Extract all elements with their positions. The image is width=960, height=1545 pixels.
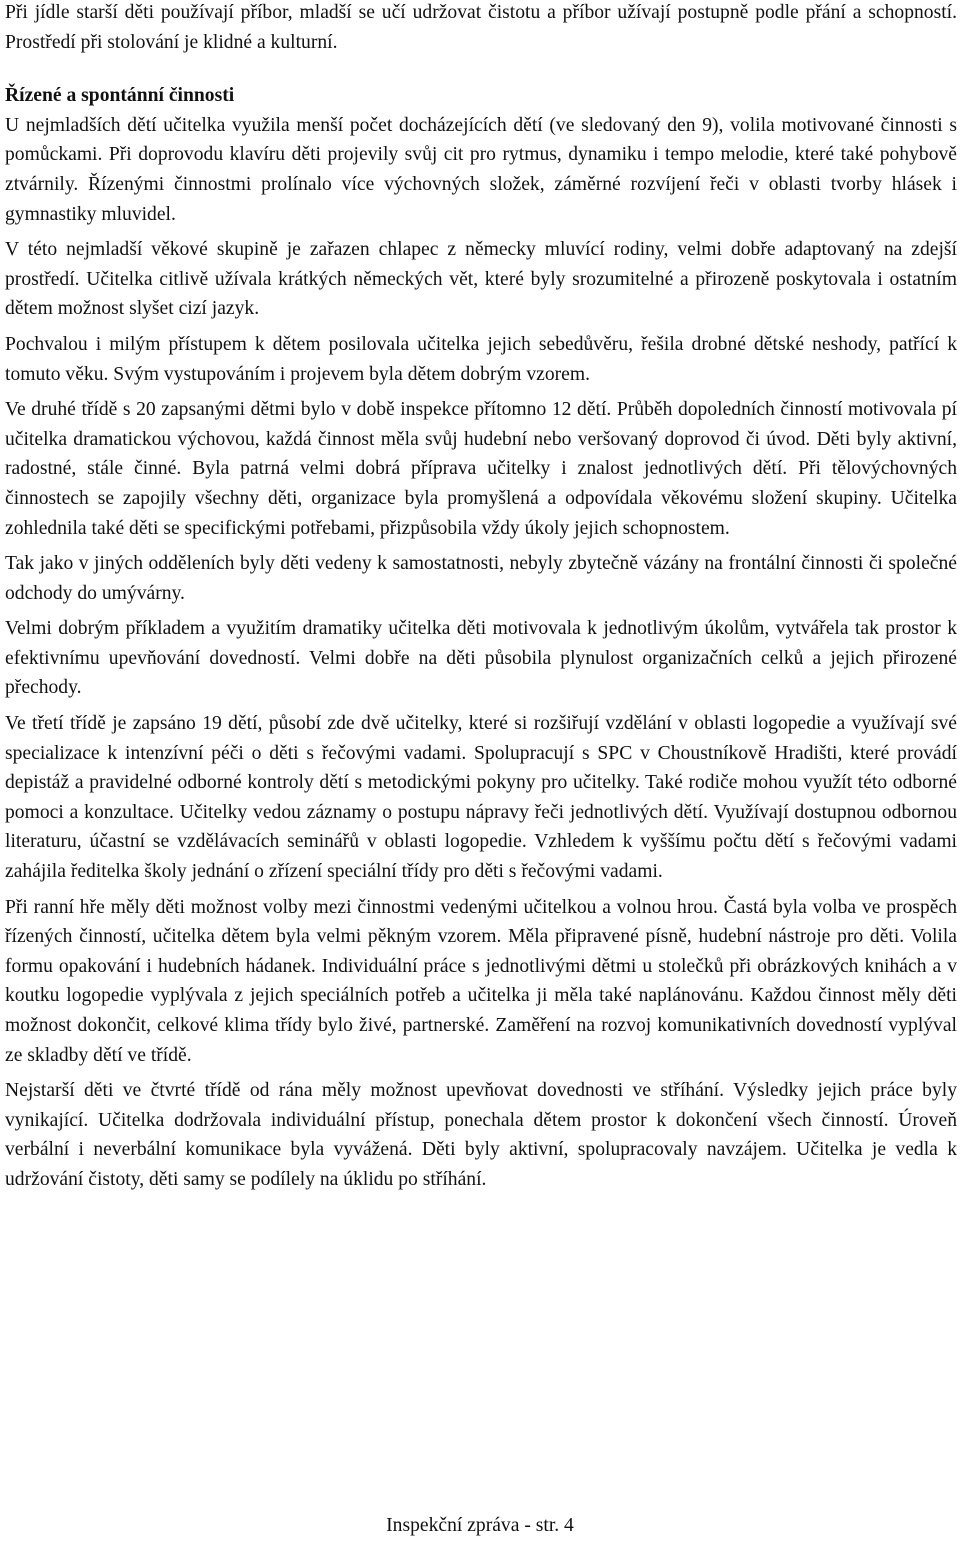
paragraph-morning-play: Při ranní hře měly děti možnost volby mezi činnostmi vedenými učitelkou a volnou hrou. Častá byla volba ve prospěch řízených činností, učitelka dětem byla velmi pěkným vzorem. Měla připravené písně, hudební nástroje pro děti. Volila formu opakování i hudebních hádanek. Individuální práce s jednotlivými dětmi u stolečků při obrázkových knihách a v koutku logopedie vyplývala z jejich speciálních potřeb a učitelka ji měla také naplánovánu. Každou činnost měly děti možnost dokončit, celkové klima třídy bylo živé, partnerské. Zaměření na rozvoj komunikativních dovedností vyplýval ze skladby dětí ve třídě. <box>5 896 957 1066</box>
document-page <box>5 0 957 1195</box>
paragraph-dramatics: Velmi dobrým příkladem a využitím dramatiky učitelka děti motivovala k jednotlivým úkolům, vytvářela tak prostor k efektivnímu upevňování dovedností. Velmi dobře na děti působila plynulost organizačních celků a jejich přirozené přechody. <box>5 618 957 699</box>
paragraph-second-class: Ve druhé třídě s 20 zapsanými dětmi bylo v době inspekce přítomno 12 dětí. Průběh dopoledních činností motivovala pí učitelka dramatickou výchovou, každá činnost měla svůj hudební nebo veršovaný doprovod či úvod. Děti byly aktivní, radostné, stále činné. Byla patrná velmi dobrá příprava učitelky i znalost jednotlivých dětí. Při tělovýchovných činnostech se zapojily všechny děti, organizace byla promyšlená a odpovídala věkovému složení skupiny. Učitelka zohlednila také děti se specifickými potřebami, přizpůsobila vždy úkoly jejich schopnostem. <box>5 399 957 539</box>
paragraph-praise: Pochvalou i milým přístupem k dětem posilovala učitelka jejich sebedůvěru, řešila drobné dětské neshody, patřící k tomuto věku. Svým vystupováním i projevem byla dětem dobrým vzorem. <box>5 333 957 385</box>
paragraph-fourth-class: Nejstarší děti ve čtvrté třídě od rána měly možnost upevňovat dovednosti ve stříhání. Výsledky jejich práce byly vynikající. Učitelka dodržovala individuální přístup, ponechala dětem prostor k dokončení všech činností. Úroveň verbální i neverbální komunikace byla vyvážená. Děti byly aktivní, spolupracovaly navzájem. Učitelka je vedla k udržování čistoty, děti samy se podílely na úklidu po stříhání. <box>5 1080 957 1190</box>
page-footer: Inspekční zpráva - str. 4 <box>386 1515 574 1536</box>
paragraph-independence: Tak jako v jiných odděleních byly děti vedeny k samostatnosti, nebyly zbytečně vázány na frontální činnosti či společné odchody do umývárny. <box>5 553 957 604</box>
section-heading: Řízené a spontánní činnosti <box>5 85 235 107</box>
paragraph-dining: Při jídle starší děti používají příbor, mladší se učí udržovat čistotu a příbor užívají postupně podle přání a schopností. Prostředí při stolování je klidné a kulturní. <box>5 2 957 53</box>
paragraph-youngest-children: U nejmladších dětí učitelka využila menší počet docházejících dětí (ve sledovaný den 9), volila motivované činnosti s pomůckami. Při doprovodu klavíru děti projevily svůj cit pro rytmus, dynamiku i tempo melodie, které také pohybově ztvárnily. Řízenými činnostmi prolínalo více výchovných složek, záměrné rozvíjení řeči v oblasti tvorby hlásek i gymnastiky mluvidel. <box>5 114 957 225</box>
paragraph-german-boy: V této nejmladší věkové skupině je zařazen chlapec z německy mluvící rodiny, velmi dobře adaptovaný na zdejší prostředí. Učitelka citlivě užívala krátkých německých vět, které byly srozumitelné a přirozeně poskytovala i ostatním dětem možnost slyšet cizí jazyk. <box>5 239 957 320</box>
paragraph-third-class: Ve třetí třídě je zapsáno 19 dětí, působí zde dvě učitelky, které si rozšiřují vzdělání v oblasti logopedie a využívají své specializace k intenzívní péči o děti s řečovými vadami. Spolupracují s SPC v Choustníkově Hradišti, které provádí depistáž a pravidelné odborné kontroly dětí s metodickými pokyny pro učitelky. Také rodiče mohou využít této odborné pomoci a konzultace. Učitelky vedou záznamy o postupu nápravy řeči jednotlivých dětí. Využívají dostupnou odbornou literaturu, účastní se vzdělávacích seminářů v oblasti logopedie. Vzhledem k vyššímu počtu dětí s řečovými vadami zahájila ředitelka školy jednání o zřízení speciální třídy pro děti s řečovými vadami. <box>5 713 957 883</box>
